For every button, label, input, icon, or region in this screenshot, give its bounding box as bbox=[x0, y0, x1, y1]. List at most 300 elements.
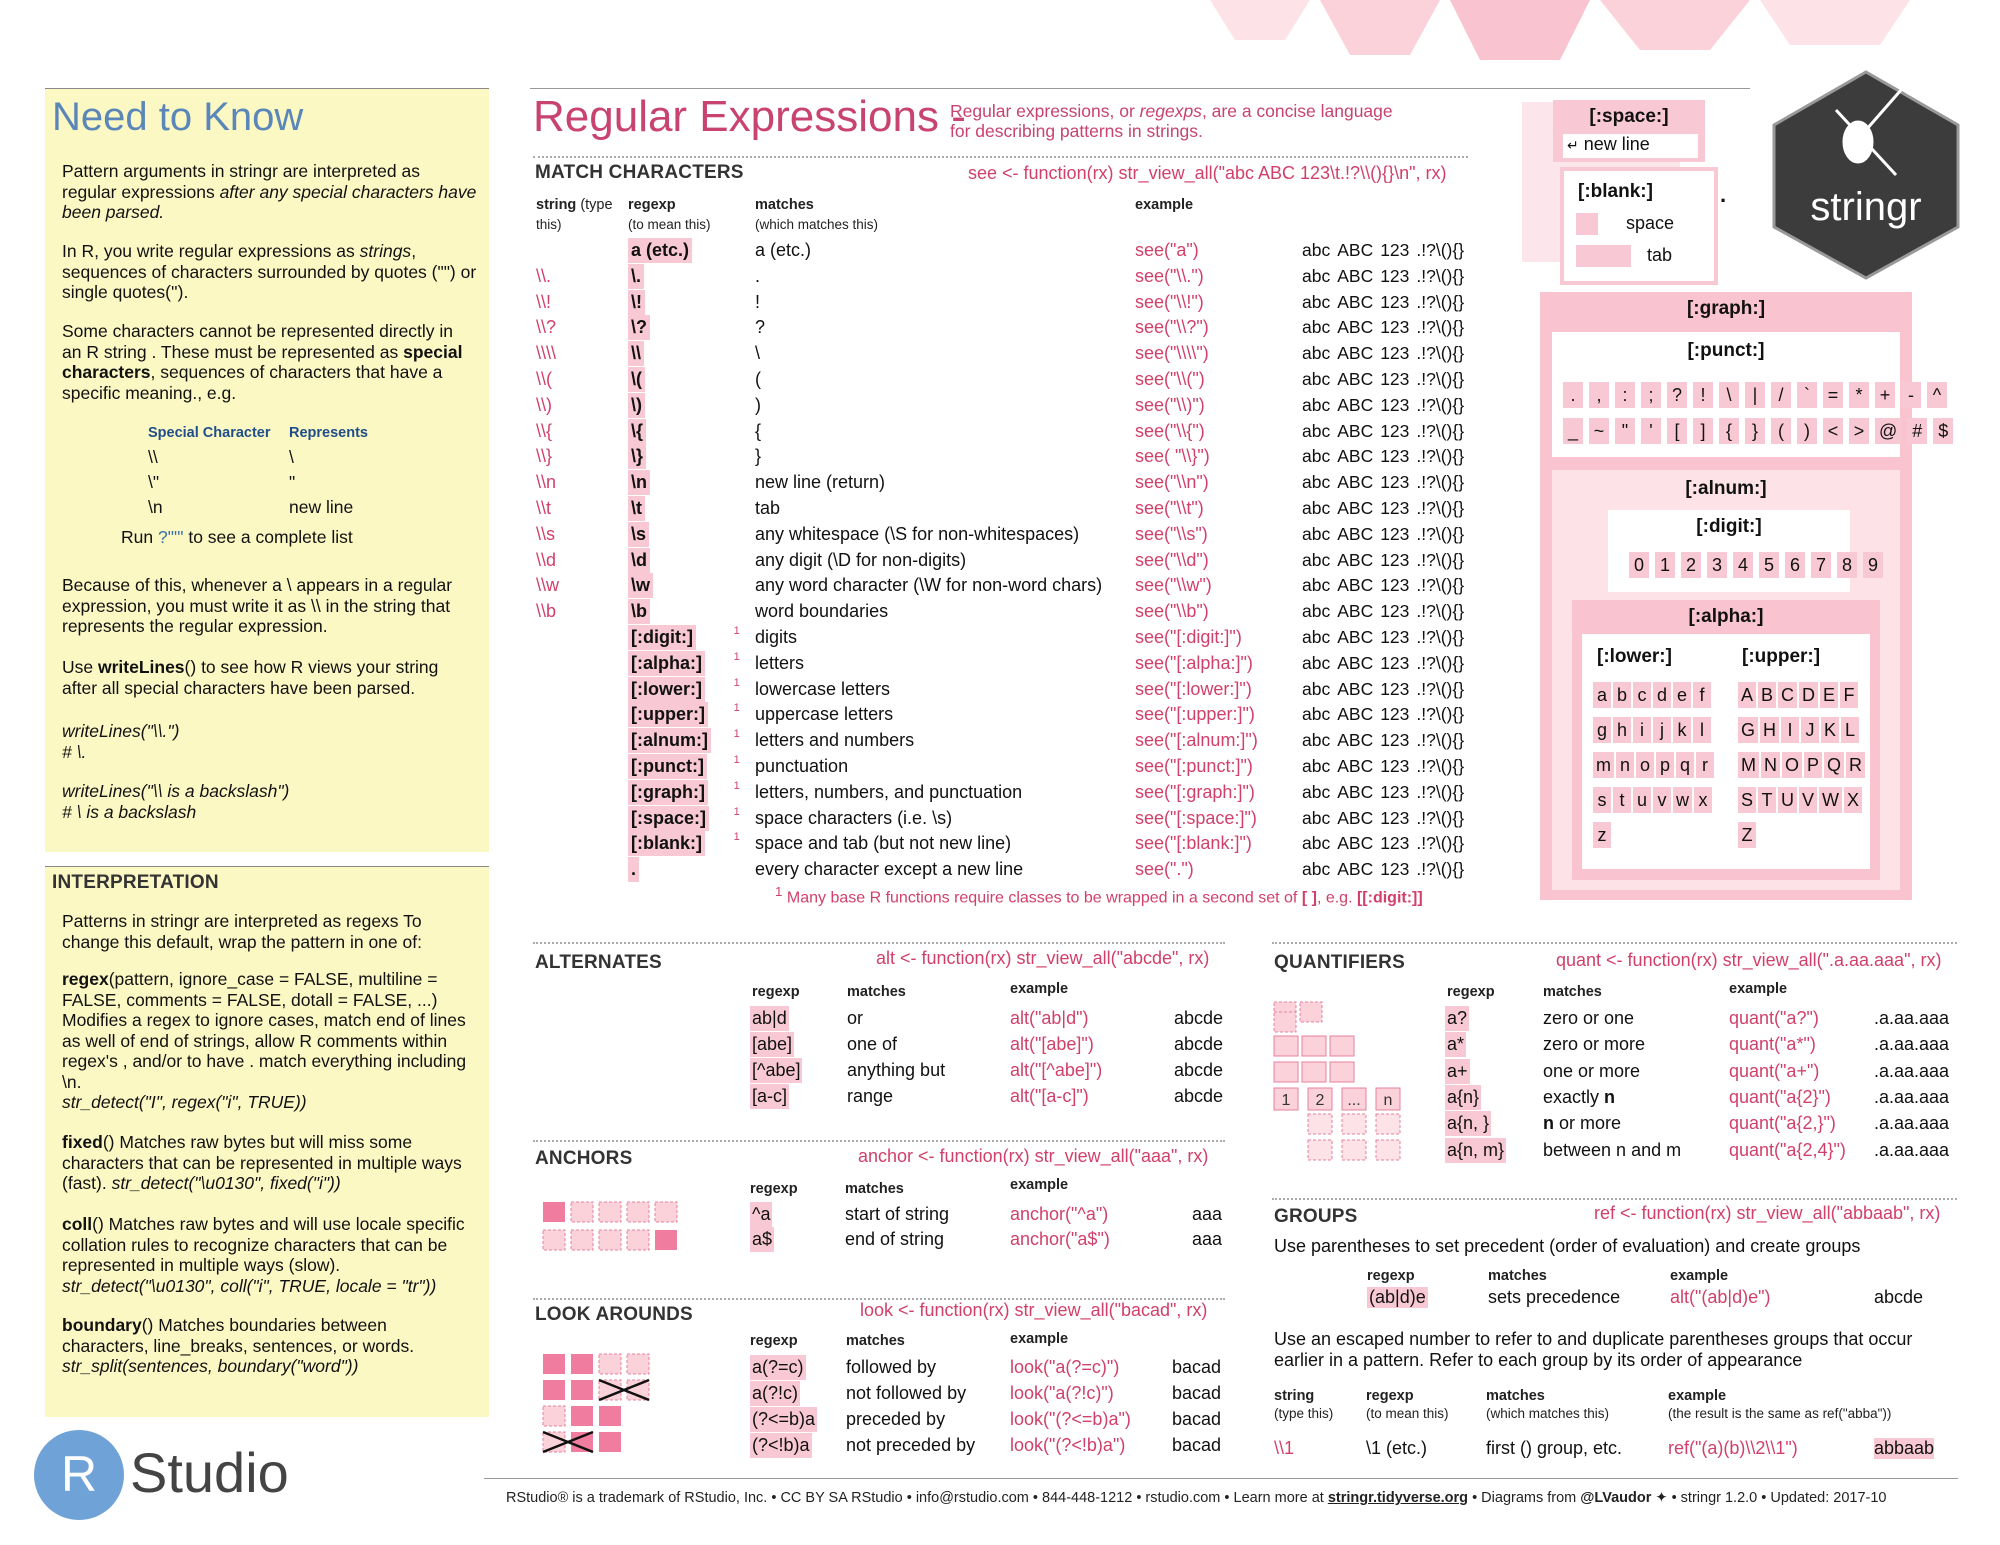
target-part: 123 bbox=[1380, 317, 1410, 338]
letter-chip: P bbox=[1804, 752, 1822, 778]
letter-chip: i bbox=[1633, 717, 1651, 743]
groups-fn: ref <- function(rx) str_view_all("abbaab", rx) bbox=[1594, 1203, 1941, 1223]
digit-chip: 5 bbox=[1759, 552, 1779, 578]
alternates-matches: or bbox=[847, 1008, 864, 1028]
match-example: see("[:lower:]") bbox=[1135, 678, 1252, 699]
match-example: see(".") bbox=[1135, 859, 1194, 880]
match-example: see("\\s") bbox=[1135, 523, 1208, 544]
target-part: ABC bbox=[1337, 317, 1374, 338]
lookarounds-result: bacad bbox=[1172, 1383, 1222, 1403]
target-part: .!?\(){} bbox=[1416, 498, 1465, 518]
alt-col-matches: matches bbox=[847, 984, 906, 1000]
match-row bbox=[536, 548, 1476, 573]
g2-col-matches-sub: (which matches this) bbox=[1486, 1406, 1610, 1421]
match-example: see("\\?") bbox=[1135, 317, 1209, 338]
punct-chip: ! bbox=[1693, 382, 1713, 408]
punct-chip: ? bbox=[1667, 382, 1687, 408]
letter-chip: o bbox=[1636, 752, 1654, 778]
g1-regexp: (ab|d)e bbox=[1369, 1287, 1426, 1307]
target-part: 123 bbox=[1380, 265, 1410, 286]
lookarounds-example: look("(?<!b)a") bbox=[1010, 1435, 1126, 1455]
letter-chip: n bbox=[1616, 752, 1634, 778]
punct-chip: " bbox=[1615, 418, 1635, 444]
match-matches: uppercase letters bbox=[755, 704, 894, 725]
lookarounds-matches: not preceded by bbox=[846, 1435, 976, 1455]
match-example: see("[:alnum:]") bbox=[1135, 730, 1258, 751]
g2-col-example: example bbox=[1668, 1388, 1727, 1404]
quant-regexp: a{n} bbox=[1445, 1085, 1481, 1110]
space-chip bbox=[1576, 213, 1598, 235]
target-part: 123 bbox=[1380, 523, 1410, 544]
quant-regexp: a{n, m} bbox=[1445, 1138, 1506, 1163]
match-characters-title: MATCH CHARACTERS bbox=[535, 162, 744, 183]
punct-chip: [ bbox=[1667, 418, 1687, 444]
g1-result: abcde bbox=[1874, 1287, 1924, 1307]
match-row bbox=[536, 419, 1476, 444]
need-to-know-p4: Because of this, whenever a \ appears in a regular expression, you must write it as \\ in the string that represents the regular expression. bbox=[62, 575, 453, 636]
letter-chip: W bbox=[1819, 787, 1842, 813]
target-part: abc bbox=[1302, 627, 1331, 647]
punct-chip: : bbox=[1615, 382, 1635, 408]
quant-text: exactly bbox=[1543, 1086, 1605, 1107]
anchors-title: ANCHORS bbox=[535, 1148, 633, 1169]
match-matches: any digit (\D for non-digits) bbox=[755, 549, 967, 570]
punct-chip: { bbox=[1719, 418, 1739, 444]
quant-text: zero or one bbox=[1543, 1008, 1635, 1028]
match-matches: new line (return) bbox=[755, 472, 886, 493]
target-part: 123 bbox=[1380, 627, 1410, 647]
lookarounds-result: bacad bbox=[1172, 1435, 1222, 1455]
match-regexp: \n bbox=[628, 470, 650, 495]
letter-chip: l bbox=[1693, 717, 1711, 743]
match-regexp: \t bbox=[628, 496, 645, 521]
anchors-row bbox=[0, 1227, 1223, 1252]
match-string: \\? bbox=[536, 317, 557, 338]
match-example: see("\\{") bbox=[1135, 420, 1205, 441]
match-target bbox=[1302, 625, 1464, 650]
punct-row-2 bbox=[1560, 418, 1956, 444]
quant-diag-4: n bbox=[1383, 1092, 1393, 1109]
target-part: 123 bbox=[1380, 704, 1410, 725]
match-target bbox=[1302, 599, 1464, 624]
alternates-matches: anything but bbox=[847, 1060, 946, 1080]
match-target bbox=[1302, 419, 1464, 444]
target-part: .!?\(){} bbox=[1416, 781, 1465, 802]
match-matches: ) bbox=[755, 394, 761, 415]
punct-chip: ~ bbox=[1589, 418, 1609, 444]
match-matches: letters and numbers bbox=[755, 730, 915, 751]
g2-regexp: \1 (etc.) bbox=[1366, 1438, 1428, 1458]
letter-chip: d bbox=[1653, 682, 1671, 708]
letter-chip: u bbox=[1633, 787, 1651, 813]
target-part: abc bbox=[1302, 807, 1331, 828]
need-to-know-p2: In R, you write regular expressions as strings, sequences of characters surrounded by quotes ("") or single quotes(''). bbox=[62, 241, 477, 302]
anchors-regexp: a$ bbox=[750, 1227, 774, 1252]
anchors-result: aaa bbox=[1192, 1204, 1223, 1224]
match-matches: ? bbox=[755, 317, 766, 338]
match-row bbox=[536, 470, 1476, 495]
match-regexp: [:upper:] bbox=[628, 702, 708, 727]
digit-chip: 6 bbox=[1785, 552, 1805, 578]
special-char-table bbox=[148, 445, 448, 520]
quant-row bbox=[0, 1111, 1950, 1136]
g2-col-string: string bbox=[1274, 1388, 1315, 1404]
match-footnote-mark: 1 bbox=[733, 625, 740, 637]
match-target bbox=[1302, 702, 1464, 727]
quant-matches bbox=[1543, 1138, 1681, 1163]
match-example: see("[:alpha:]") bbox=[1135, 652, 1253, 673]
target-part: abc bbox=[1302, 291, 1331, 312]
punct-chip: ^ bbox=[1927, 382, 1947, 408]
footer-rule bbox=[484, 1478, 1958, 1479]
target-part: 123 bbox=[1380, 549, 1410, 570]
alt-rule bbox=[533, 942, 1225, 944]
punct-chip: @ bbox=[1875, 418, 1901, 444]
col-regexp-sub: (to mean this) bbox=[628, 217, 711, 232]
target-part: 123 bbox=[1380, 369, 1410, 389]
match-example: see("a") bbox=[1135, 240, 1199, 260]
match-matches: word boundaries bbox=[755, 601, 889, 622]
quant-text: or more bbox=[1554, 1113, 1622, 1134]
target-part: abc bbox=[1302, 678, 1331, 699]
target-part: abc bbox=[1302, 265, 1331, 286]
target-part: abc bbox=[1302, 523, 1331, 544]
represents-header: Represents bbox=[289, 425, 368, 441]
digit-class-box bbox=[1608, 510, 1878, 592]
digit-chip: 4 bbox=[1733, 552, 1753, 578]
lookarounds-result: bacad bbox=[1172, 1357, 1222, 1377]
letter-chip: K bbox=[1821, 717, 1839, 743]
g2-col-string-sub: (type this) bbox=[1274, 1406, 1334, 1421]
target-part: ABC bbox=[1337, 420, 1374, 441]
punct-chip: } bbox=[1745, 418, 1765, 444]
need-to-know-p1: Pattern arguments in stringr are interpreted as regular expressions after any special characters have been parsed. bbox=[62, 161, 477, 222]
hex-label: stringr bbox=[1810, 185, 1922, 229]
match-row bbox=[536, 238, 1476, 263]
letter-chip: r bbox=[1696, 752, 1714, 778]
match-target bbox=[1302, 444, 1464, 469]
target-part: 123 bbox=[1380, 601, 1410, 622]
match-target bbox=[1302, 315, 1464, 340]
target-part: abc bbox=[1302, 420, 1331, 441]
match-example: see("[:digit:]") bbox=[1135, 627, 1242, 647]
target-part: .!?\(){} bbox=[1416, 240, 1465, 260]
match-target bbox=[1302, 290, 1464, 315]
alternates-regexp: ab|d bbox=[750, 1006, 789, 1031]
stringr-hex-logo bbox=[1766, 70, 1966, 280]
punct-chip: ' bbox=[1641, 418, 1661, 444]
target-part: ABC bbox=[1337, 523, 1374, 544]
quant-example: quant("a{2}") bbox=[1729, 1086, 1831, 1107]
col-regexp: regexp bbox=[628, 197, 676, 213]
graph-class-box bbox=[1540, 292, 1949, 900]
match-footnote-mark: 1 bbox=[733, 754, 740, 766]
alnum-class-box bbox=[1552, 470, 1900, 890]
interp-boundary: boundary() Matches boundaries between characters, line_breaks, sentences, or words. str_split(sentences, boundary("word")) bbox=[62, 1315, 415, 1376]
match-row bbox=[536, 264, 1476, 289]
match-regexp: [:digit:] bbox=[628, 625, 696, 650]
target-part: ABC bbox=[1337, 833, 1374, 854]
quantifiers-fn: quant <- function(rx) str_view_all(".a.aa.aaa", rx) bbox=[1556, 950, 1942, 970]
target-part: ABC bbox=[1337, 472, 1374, 493]
quant-result: .a.aa.aaa bbox=[1874, 1139, 1950, 1160]
target-part: .!?\(){} bbox=[1416, 472, 1465, 493]
target-part: .!?\(){} bbox=[1416, 652, 1465, 673]
punct-chip: # bbox=[1907, 418, 1927, 444]
target-part: ABC bbox=[1337, 627, 1374, 647]
match-regexp: \} bbox=[628, 444, 646, 469]
target-part: .!?\(){} bbox=[1416, 627, 1465, 647]
lookarounds-fn: look <- function(rx) str_view_all("bacad", rx) bbox=[860, 1300, 1208, 1320]
top-rule bbox=[530, 88, 1750, 89]
letter-chip: b bbox=[1613, 682, 1631, 708]
quant-bold: n bbox=[1543, 1113, 1554, 1134]
quant-matches bbox=[1543, 1032, 1645, 1057]
quant-matches bbox=[1543, 1111, 1621, 1136]
g2-result: abbaab bbox=[1874, 1438, 1935, 1458]
quant-text: between n and m bbox=[1543, 1139, 1682, 1160]
match-footnote-mark: 1 bbox=[733, 831, 740, 844]
target-part: ABC bbox=[1337, 601, 1374, 622]
target-part: 123 bbox=[1380, 394, 1410, 415]
quant-col-matches: matches bbox=[1543, 984, 1602, 1000]
match-row bbox=[536, 831, 1476, 856]
target-part: abc bbox=[1302, 756, 1331, 776]
interp-p1: Patterns in stringr are interpreted as regexs To change this default, wrap the pattern in one of: bbox=[62, 911, 422, 952]
dot-marker: . bbox=[1720, 182, 1727, 207]
match-row bbox=[536, 677, 1476, 702]
punct-chip: / bbox=[1771, 382, 1791, 408]
target-part: ABC bbox=[1337, 652, 1374, 673]
alpha-inner bbox=[1582, 634, 1870, 869]
target-part: .!?\(){} bbox=[1416, 343, 1465, 364]
match-matches: punctuation bbox=[755, 756, 849, 776]
target-part: 123 bbox=[1380, 240, 1410, 260]
match-example: see("[:upper:]") bbox=[1135, 704, 1255, 725]
target-part: .!?\(){} bbox=[1416, 549, 1465, 570]
letter-chip: N bbox=[1761, 752, 1780, 778]
match-target bbox=[1302, 677, 1464, 702]
target-part: ABC bbox=[1337, 343, 1374, 364]
space-class-box bbox=[1553, 100, 1705, 162]
digit-chip: 2 bbox=[1681, 552, 1701, 578]
letter-chip: E bbox=[1820, 682, 1838, 708]
quant-example: quant("a*") bbox=[1729, 1034, 1816, 1055]
g1-col-example: example bbox=[1670, 1268, 1729, 1284]
quant-result: .a.aa.aaa bbox=[1874, 1008, 1950, 1028]
match-regexp: a (etc.) bbox=[628, 238, 692, 263]
alternates-result: abcde bbox=[1174, 1034, 1224, 1054]
target-part: .!?\(){} bbox=[1416, 265, 1465, 286]
match-matches: \ bbox=[755, 343, 761, 364]
target-part: abc bbox=[1302, 446, 1331, 467]
digit-chip: 9 bbox=[1863, 552, 1883, 578]
lower-letters bbox=[1592, 682, 1715, 857]
quant-diag-3: ... bbox=[1347, 1092, 1361, 1109]
special-row: \" " bbox=[148, 472, 296, 492]
return-icon: ↵ bbox=[1567, 137, 1579, 153]
alternates-regexp: [^abe] bbox=[750, 1058, 802, 1083]
match-matches: ! bbox=[755, 291, 761, 312]
target-part: .!?\(){} bbox=[1416, 523, 1465, 544]
letter-chip: G bbox=[1738, 717, 1758, 743]
match-target bbox=[1302, 780, 1464, 805]
target-part: abc bbox=[1302, 833, 1331, 854]
target-part: abc bbox=[1302, 859, 1331, 880]
letter-chip: T bbox=[1758, 787, 1776, 813]
match-example: see("\\)") bbox=[1135, 394, 1205, 415]
regex-description: Regular expressions, or regexps, are a concise language for describing patterns in strings. bbox=[950, 101, 1393, 141]
match-example: see("\\t") bbox=[1135, 498, 1204, 518]
target-part: abc bbox=[1302, 472, 1331, 493]
match-example: see("\\b") bbox=[1135, 601, 1209, 622]
punct-chip: | bbox=[1745, 382, 1765, 408]
match-string: \\b bbox=[536, 601, 557, 622]
match-target bbox=[1302, 754, 1464, 779]
target-part: .!?\(){} bbox=[1416, 756, 1465, 776]
match-string: \\s bbox=[536, 523, 556, 544]
special-row: \\ \ bbox=[148, 447, 294, 467]
match-regexp: \. bbox=[628, 264, 644, 289]
anchors-fn: anchor <- function(rx) str_view_all("aaa", rx) bbox=[858, 1146, 1209, 1166]
target-part: abc bbox=[1302, 240, 1331, 260]
match-example: see("\\n") bbox=[1135, 472, 1209, 493]
interpretation-title: INTERPRETATION bbox=[52, 872, 219, 893]
target-part: 123 bbox=[1380, 291, 1410, 312]
upper-class-label: [:upper:] bbox=[1742, 646, 1821, 667]
letter-chip: J bbox=[1801, 717, 1819, 743]
lookarounds-example: look("a(?!c)") bbox=[1010, 1383, 1114, 1403]
target-part: ABC bbox=[1337, 549, 1374, 570]
tab-label: tab bbox=[1647, 245, 1673, 265]
match-matches: any whitespace (\S for non-whitespaces) bbox=[755, 523, 1080, 544]
target-part: 123 bbox=[1380, 575, 1410, 596]
look-col-matches: matches bbox=[846, 1333, 905, 1349]
target-part: 123 bbox=[1380, 781, 1410, 802]
target-part: abc bbox=[1302, 498, 1331, 518]
match-example: see("\\!") bbox=[1135, 291, 1204, 312]
lookarounds-result: bacad bbox=[1172, 1409, 1222, 1429]
quant-matches bbox=[1543, 1006, 1634, 1031]
target-part: abc bbox=[1302, 369, 1331, 389]
blank-class-box bbox=[1560, 167, 1718, 285]
target-part: 123 bbox=[1380, 730, 1410, 751]
match-regexp: \) bbox=[628, 393, 645, 418]
match-target bbox=[1302, 651, 1464, 676]
match-rule bbox=[533, 156, 1468, 158]
alternates-example: alt("[abe]") bbox=[1010, 1034, 1094, 1054]
punct-chip: ` bbox=[1797, 382, 1817, 408]
anchors-matches: start of string bbox=[845, 1204, 950, 1224]
col-example: example bbox=[1135, 197, 1194, 213]
footer-link[interactable]: stringr.tidyverse.org bbox=[1327, 1490, 1469, 1506]
alt-col-regexp: regexp bbox=[752, 984, 800, 1000]
digit-chip: 7 bbox=[1811, 552, 1831, 578]
target-part: .!?\(){} bbox=[1416, 420, 1465, 441]
anchor-col-example: example bbox=[1010, 1177, 1069, 1193]
g2-col-regexp: regexp bbox=[1366, 1388, 1414, 1404]
match-target bbox=[1302, 522, 1464, 547]
footnote: $^1$ Many base R functions require classes to be wrapped in a second set of [ ], e.g. [[:digit:]] bbox=[775, 884, 1423, 907]
letter-row bbox=[1592, 752, 1715, 787]
match-fn: see <- function(rx) str_view_all("abc ABC 123\t.!?\\(){}\n", rx) bbox=[968, 163, 1447, 183]
letter-chip: O bbox=[1782, 752, 1802, 778]
groups-rule bbox=[1272, 1198, 1957, 1200]
lookarounds-row bbox=[0, 1407, 1222, 1432]
match-string: \\w bbox=[536, 575, 560, 596]
punct-chip: ] bbox=[1693, 418, 1713, 444]
target-part: .!?\(){} bbox=[1416, 446, 1465, 467]
lookarounds-row bbox=[0, 1355, 1222, 1380]
match-row bbox=[536, 625, 1476, 650]
punct-chip: < bbox=[1823, 418, 1843, 444]
match-example: see("[:graph:]") bbox=[1135, 781, 1255, 802]
quant-bold: n bbox=[1604, 1086, 1616, 1107]
alternates-fn: alt <- function(rx) str_view_all("abcde", rx) bbox=[876, 948, 1210, 968]
match-row bbox=[536, 315, 1476, 340]
target-part: 123 bbox=[1380, 652, 1410, 673]
letter-chip: g bbox=[1593, 717, 1611, 743]
alternates-matches: range bbox=[847, 1086, 894, 1106]
target-part: 123 bbox=[1380, 343, 1410, 364]
target-part: 123 bbox=[1380, 446, 1410, 467]
match-regexp: [:graph:] bbox=[628, 780, 708, 805]
target-part: ABC bbox=[1337, 291, 1374, 312]
match-regexp: [:alnum:] bbox=[628, 728, 711, 753]
punct-chip: , bbox=[1589, 382, 1609, 408]
alnum-class-label: [:alnum:] bbox=[1685, 478, 1767, 499]
target-part: .!?\(){} bbox=[1416, 291, 1465, 312]
letter-chip: c bbox=[1633, 682, 1651, 708]
match-matches: . bbox=[755, 265, 761, 286]
col-matches-sub: (which matches this) bbox=[755, 217, 879, 232]
punct-chip: = bbox=[1823, 382, 1843, 408]
target-part: abc bbox=[1302, 781, 1331, 802]
letter-chip: q bbox=[1676, 752, 1694, 778]
match-row bbox=[536, 290, 1476, 315]
match-example: see("\\.") bbox=[1135, 265, 1204, 286]
letter-chip: z bbox=[1593, 822, 1611, 848]
match-row bbox=[536, 780, 1476, 805]
match-matches: letters, numbers, and punctuation bbox=[755, 781, 1023, 802]
match-string: \\! bbox=[536, 291, 552, 312]
letter-chip: X bbox=[1844, 787, 1862, 813]
quant-text: zero or more bbox=[1543, 1034, 1646, 1055]
target-part: 123 bbox=[1380, 756, 1410, 776]
regex-title: Regular Expressions - bbox=[533, 92, 966, 141]
g1-col-matches: matches bbox=[1488, 1268, 1547, 1284]
match-string: \\} bbox=[536, 446, 553, 467]
letter-row bbox=[1592, 787, 1715, 822]
alternates-regexp: [abe] bbox=[750, 1032, 794, 1057]
special-row: \n new line bbox=[148, 497, 354, 517]
match-target bbox=[1302, 573, 1464, 598]
match-example: see("\\(") bbox=[1135, 369, 1205, 389]
letter-chip: B bbox=[1758, 682, 1776, 708]
quant-result: .a.aa.aaa bbox=[1874, 1086, 1950, 1107]
punct-chip: _ bbox=[1563, 418, 1583, 444]
match-regexp: [:lower:] bbox=[628, 677, 705, 702]
quant-col-regexp: regexp bbox=[1447, 984, 1495, 1000]
letter-chip: e bbox=[1673, 682, 1691, 708]
quant-example: quant("a{2,}") bbox=[1729, 1113, 1836, 1134]
target-part: ABC bbox=[1337, 807, 1374, 828]
target-part: 123 bbox=[1380, 859, 1410, 880]
punct-chip: + bbox=[1875, 382, 1895, 408]
anchors-example: anchor("^a") bbox=[1010, 1204, 1109, 1224]
target-part: abc bbox=[1302, 343, 1331, 364]
target-part: .!?\(){} bbox=[1416, 369, 1465, 389]
